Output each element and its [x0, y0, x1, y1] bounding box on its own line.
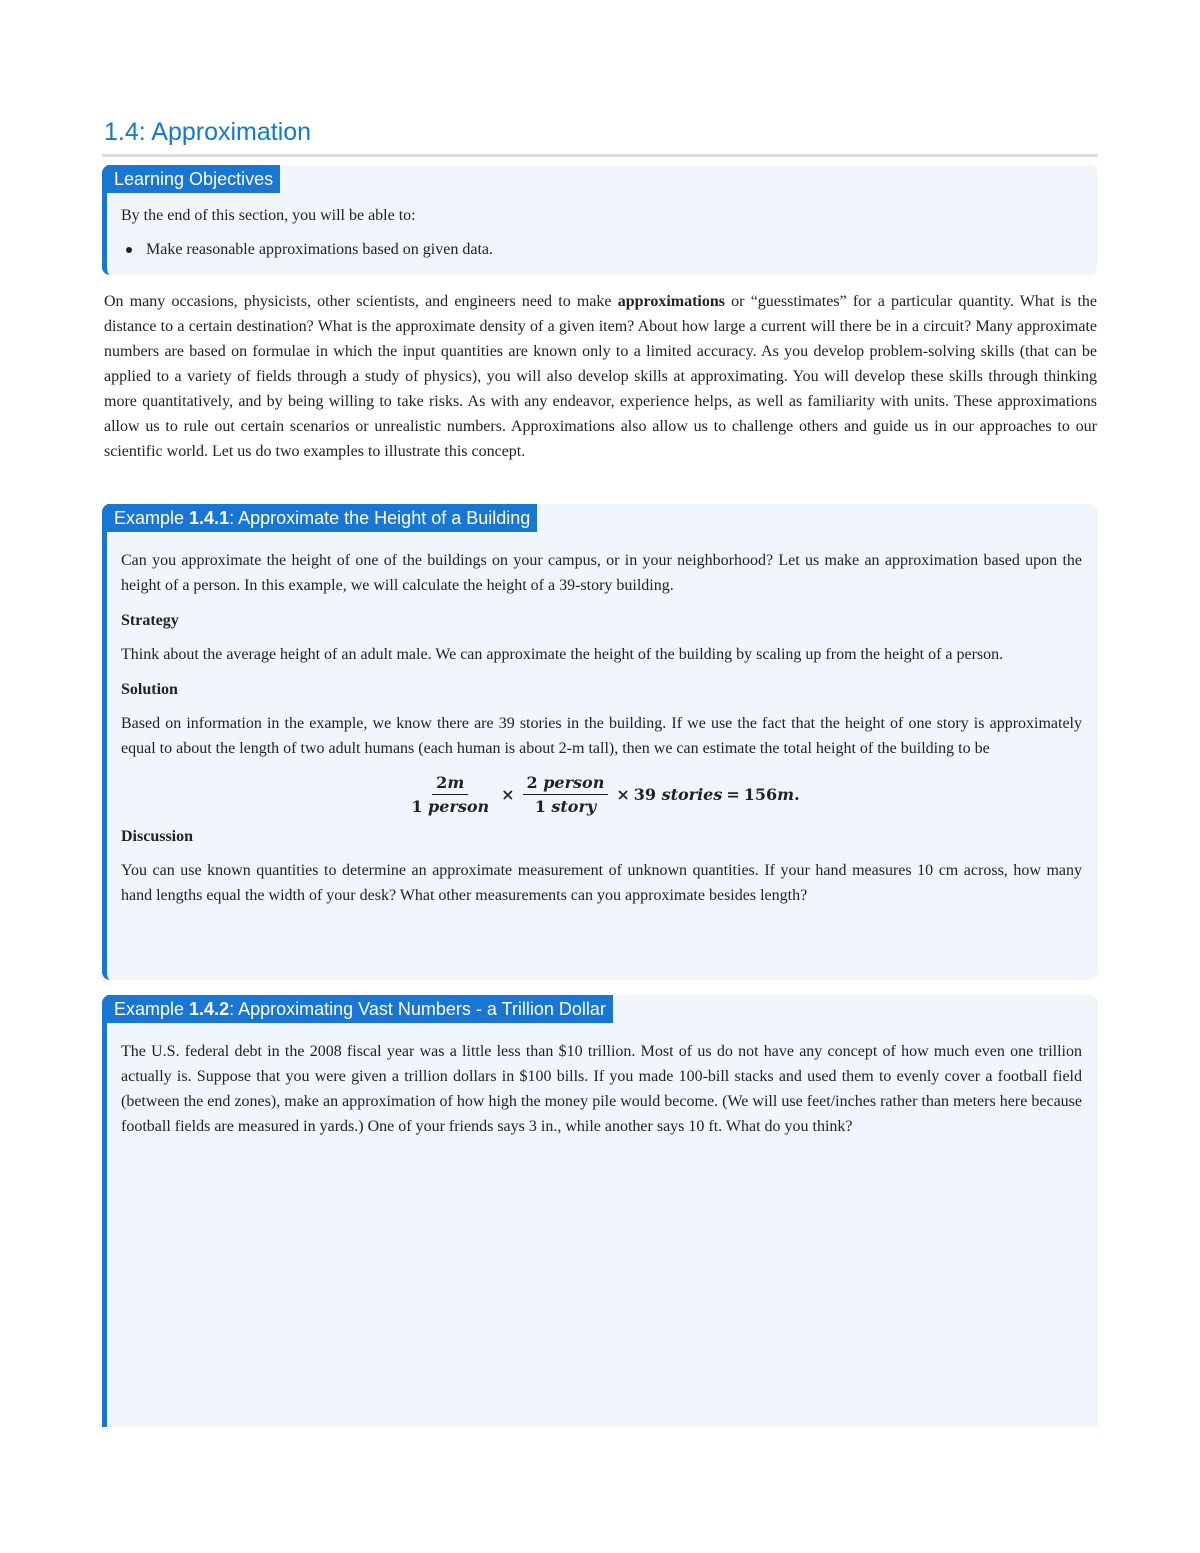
objectives-list — [121, 237, 1082, 262]
example-box-1 — [102, 504, 1098, 980]
example-2-tag — [107, 995, 613, 1023]
fraction-2-numerator: 2 person — [523, 773, 609, 795]
height-equation — [121, 773, 1082, 816]
example-1-tag — [107, 504, 537, 532]
example-1-body — [121, 548, 1082, 908]
intro-paragraph — [104, 289, 1097, 464]
objective-item — [121, 237, 1082, 262]
times-sign: × — [501, 785, 515, 804]
intro-text-start: On many occasions, physicists, other scientists, and engineers need to make — [104, 293, 618, 310]
bullet-icon — [126, 247, 132, 253]
example-1-number: 1.4.1 — [189, 508, 230, 528]
objectives-lead: By the end of this section, you will be able to: — [121, 207, 416, 224]
fraction-1-denominator: 1 person — [411, 797, 490, 816]
example-2-question: The U.S. federal debt in the 2008 fiscal year was a little less than $10 trillion. Most of us do not have any concept of how much even one trillion actually is. Suppose that you were given a trillion dollars in $100 bills. If you made 100-bill stacks and used them to evenly cover a football field (between the end zones), make an approximation of how high the money pile would become. (We will use feet/inches rather than meters here because football fields are measured in yards.) One of your friends says 3 in., while another says 10 ft. What do you think? — [121, 1043, 1082, 1135]
fraction-meters-per-person — [407, 773, 493, 816]
fraction-1-numerator: 2m — [432, 773, 468, 795]
equation-result: 156m. — [743, 785, 800, 804]
example-1-title: : Approximate the Height of a Building — [229, 508, 531, 528]
example-1-tag-prefix: Example — [114, 508, 190, 528]
learning-objectives-body — [121, 203, 1082, 262]
page-title: 1.4: Approximation — [104, 118, 312, 146]
fraction-2-denominator: 1 story — [534, 797, 597, 816]
example-box-2 — [102, 995, 1098, 1427]
equals-sign: = — [726, 785, 740, 804]
example-1-question: Can you approximate the height of one of the buildings on your campus, or in your neighborhood? Let us make an approximation based upon the height of a person. In this example, we will calculate the height of a 39-story building. — [121, 552, 1082, 594]
example-2-number: 1.4.2 — [189, 999, 230, 1019]
intro-bold-term: approximations — [617, 293, 725, 310]
example-2-title: : Approximating Vast Numbers - a Trillion Dollar — [229, 999, 606, 1019]
solution-heading: Solution — [121, 681, 178, 698]
solution-text: Based on information in the example, we know there are 39 stories in the building. If we use the fact that the height of one story is approximately equal to about the length of two adult humans (each human is about 2-m tall), then we can estimate the total height of the building to be — [121, 715, 1082, 757]
stories-term: 39 stories — [633, 785, 723, 804]
strategy-heading: Strategy — [121, 612, 179, 629]
objective-text: Make reasonable approximations based on given data. — [146, 241, 493, 258]
learning-objectives-tag: Learning Objectives — [107, 165, 280, 193]
times-sign: × — [616, 785, 630, 804]
example-2-body — [121, 1039, 1082, 1139]
title-divider — [102, 154, 1098, 157]
discussion-heading: Discussion — [121, 828, 194, 845]
discussion-text: You can use known quantities to determine an approximate measurement of unknown quantities. If your hand measures 10 cm across, how many hand lengths equal the width of your desk? What other measurements can you approximate besides length? — [121, 862, 1082, 904]
strategy-text: Think about the average height of an adult male. We can approximate the height of the building by scaling up from the height of a person. — [121, 646, 1004, 663]
example-2-tag-prefix: Example — [114, 999, 190, 1019]
intro-text-rest: or “guesstimates” for a particular quantity. What is the distance to a certain destination? What is the approximate density of a given item? About how large a current will there be in a circuit? Many approximate numbers are based on formulae in which the input quantities are known only to a limited accuracy. As you develop problem-solving skills (that can be applied to a variety of fields through a study of physics), you will also develop skills at approximating. You will develop these skills through thinking more quantitatively, and by being willing to take risks. As with any endeavor, experience helps, as well as familiarity with units. These approximations allow us to rule out certain scenarios or unrealistic numbers. Approximations also allow us to challenge others and guide us in our approaches to our scientific world. Let us do two examples to illustrate this concept. — [104, 293, 1098, 460]
learning-objectives-box — [102, 165, 1098, 275]
fraction-persons-per-story — [523, 773, 609, 816]
